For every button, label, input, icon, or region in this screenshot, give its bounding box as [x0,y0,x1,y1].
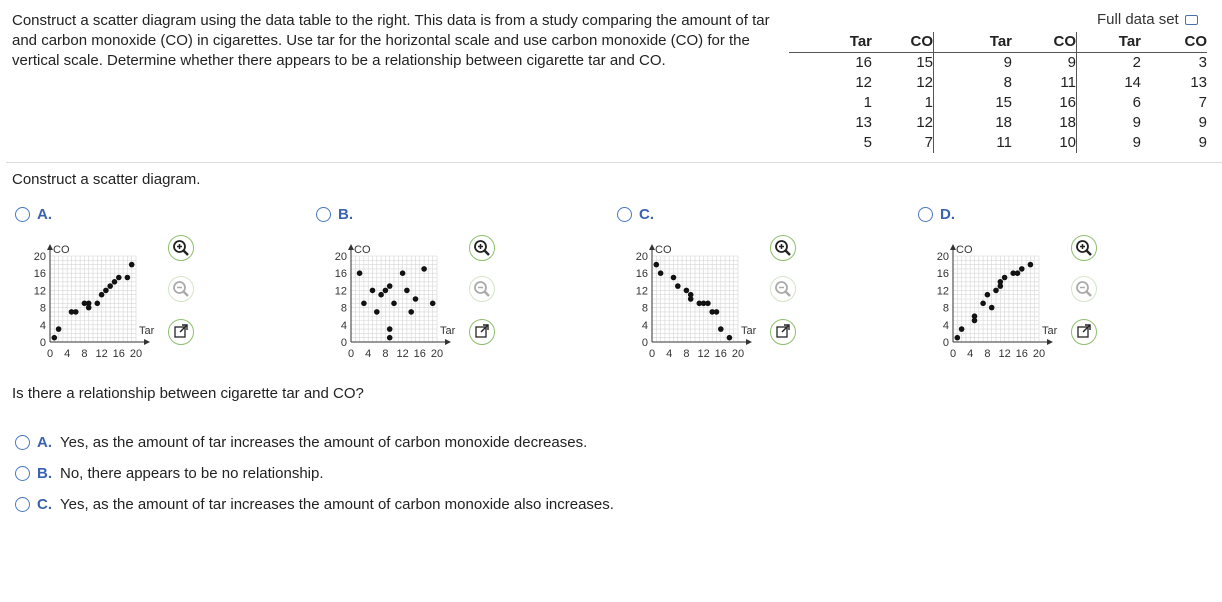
scatter-point [361,301,367,307]
y-tick-label: 0 [39,337,46,349]
x-axis-arrow [144,339,150,345]
scatter-point [421,266,427,272]
answer-text: Yes, as the amount of tar increases the amount of carbon monoxide also increases. [60,496,614,513]
popout-icon [1185,15,1198,25]
plot-option-2[interactable] [617,206,654,223]
scatter-point [430,301,436,307]
scatter-point [1002,275,1008,281]
scatter-point [714,309,720,315]
x-axis-label: Tar [139,325,155,337]
x-tick-label: 12 [396,348,409,360]
x-tick-label: 16 [714,348,727,360]
y-tick-label: 0 [641,337,648,349]
x-axis-arrow [746,339,752,345]
x-tick-label: 20 [129,348,143,360]
scatter-point [107,283,113,289]
y-tick-label: 20 [635,251,648,263]
scatter-point [391,301,397,307]
scatter-point [52,335,58,341]
header-tar: Tar [789,32,872,53]
cell-co: 1 [872,93,934,113]
y-tick-label: 4 [641,319,648,332]
y-tick-label: 4 [942,319,949,332]
zoom-in-icon[interactable] [1071,235,1097,261]
option-letter: C. [37,496,52,513]
cell-tar: 1 [863,94,872,111]
scatter-point [955,335,961,341]
y-tick-label: 0 [942,337,949,349]
y-tick-label: 12 [334,285,347,298]
scatter-point [387,283,393,289]
scatter-point [658,270,664,276]
data-table [789,32,1207,153]
x-axis-label: Tar [741,325,757,337]
y-tick-label: 16 [635,268,648,281]
scatter-point [654,262,660,268]
scatter-point [998,279,1004,285]
scatter-point [129,262,135,268]
table-row [789,93,1207,113]
scatter-point [1019,266,1025,272]
scatter-point [103,288,109,294]
scatter-point [116,275,122,281]
header-tar: Tar [934,32,1013,53]
scatter-point [400,270,406,276]
scatter-point [95,301,101,307]
cell-tar: 11 [996,134,1012,151]
cell-co: 13 [1190,74,1207,91]
scatter-point [980,301,986,307]
y-tick-label: 8 [942,302,949,315]
scatter-point [972,313,978,319]
x-tick-label: 20 [1032,348,1046,360]
y-tick-label: 12 [936,285,949,298]
x-tick-label: 4 [967,348,974,360]
scatter-plot [12,232,172,362]
x-axis-label: Tar [1042,325,1058,337]
scatter-plot [915,232,1075,362]
radio-button[interactable] [15,435,30,450]
x-tick-label: 8 [683,348,690,360]
option-letter: A. [37,434,52,451]
y-tick-label: 20 [33,251,46,263]
cell-co: 15 [872,53,934,74]
scatter-point [383,288,389,294]
cell-tar: 18 [995,114,1012,131]
x-tick-label: 4 [666,348,673,360]
answer-text: Yes, as the amount of tar increases the amount of carbon monoxide decreases. [60,434,588,451]
y-tick-label: 16 [33,268,46,281]
zoom-out-icon[interactable] [1071,276,1097,302]
answer-option-0[interactable] [15,434,587,451]
table-row [789,53,1207,74]
popout-icon[interactable] [770,319,796,345]
y-tick-label: 16 [334,268,347,281]
cell-co: 7 [1198,94,1207,111]
x-tick-label: 0 [46,348,54,360]
scatter-point [959,326,965,332]
y-tick-label: 8 [641,302,648,315]
zoom-in-icon[interactable] [770,235,796,261]
cell-co: 12 [872,73,934,93]
radio-button[interactable] [918,207,933,222]
plot-option-1[interactable] [316,206,353,223]
scatter-point [985,292,991,298]
question-text: Construct a scatter diagram using the data table to the right. This data is from a study comparing the amount of tar and carbon monoxide (CO) in cigarettes. Use tar for the horizontal scale and use carbon monoxide (CO) for the vertical scale. Determine whether there appears to be a relationship between cigarette tar and CO. [12,12,770,69]
scatter-point [370,288,376,294]
scatter-point [112,279,118,285]
radio-button[interactable] [15,497,30,512]
y-tick-label: 4 [39,319,46,332]
x-axis-label: Tar [440,325,456,337]
x-tick-label: 0 [949,348,957,360]
table-row [789,133,1207,153]
option-letter: B. [338,206,353,223]
y-tick-label: 0 [340,337,347,349]
x-tick-label: 16 [1015,348,1028,360]
scatter-point [387,335,393,341]
zoom-in-icon[interactable] [469,235,495,261]
zoom-out-icon[interactable] [469,276,495,302]
radio-button[interactable] [15,466,30,481]
x-tick-label: 12 [697,348,710,360]
scatter-point [125,275,131,281]
popout-icon[interactable] [469,319,495,345]
y-tick-label: 16 [936,268,949,281]
y-axis-label: CO [956,244,973,256]
y-axis-label: CO [655,244,672,256]
cell-co: 18 [1012,113,1077,133]
scatter-point [671,275,677,281]
scatter-point [993,288,999,294]
y-tick-label: 12 [33,285,46,298]
cell-tar: 12 [855,74,872,91]
x-tick-label: 12 [95,348,108,360]
cell-tar: 13 [855,114,872,131]
cell-co: 3 [1198,54,1207,71]
x-tick-label: 16 [112,348,125,360]
header-tar: Tar [1077,32,1142,53]
y-axis-label: CO [354,244,371,256]
header-co: CO [1141,32,1207,53]
header-co: CO [1012,32,1077,53]
table-row [789,113,1207,133]
scatter-point [1028,262,1034,268]
scatter-point [56,326,62,332]
scatter-point [357,270,363,276]
x-tick-label: 0 [648,348,656,360]
scatter-point [413,296,419,302]
header-co: CO [872,32,934,53]
cell-co: 11 [1012,73,1077,93]
radio-button[interactable] [617,207,632,222]
x-tick-label: 20 [731,348,745,360]
answer-text: No, there appears to be no relationship. [60,465,324,482]
x-tick-label: 4 [365,348,372,360]
cell-co: 9 [1012,53,1077,74]
option-letter: A. [37,206,52,223]
cell-co: 7 [872,133,934,153]
x-tick-label: 8 [382,348,389,360]
relationship-question: Is there a relationship between cigarette tar and CO? [12,385,364,402]
option-letter: C. [639,206,654,223]
scatter-point [99,292,105,298]
scatter-point [718,326,724,332]
cell-co: 10 [1012,133,1077,153]
cell-co: 9 [1198,114,1207,131]
cell-tar: 6 [1132,94,1141,111]
scatter-point [404,288,410,294]
y-tick-label: 20 [936,251,949,263]
cell-tar: 5 [863,134,872,151]
y-tick-label: 4 [340,319,347,332]
y-tick-label: 20 [334,251,347,263]
zoom-in-icon[interactable] [168,235,194,261]
x-tick-label: 12 [998,348,1011,360]
cell-tar: 9 [1132,114,1141,131]
scatter-point [378,292,384,298]
table-row [789,73,1207,93]
plot-option-3[interactable] [918,206,955,223]
radio-button[interactable] [15,207,30,222]
popout-icon[interactable] [1071,319,1097,345]
table-header-row [789,32,1207,53]
scatter-plot [313,232,473,362]
zoom-out-icon[interactable] [770,276,796,302]
answer-option-1[interactable] [15,465,324,482]
answer-option-2[interactable] [15,496,614,513]
x-tick-label: 16 [413,348,426,360]
x-axis-arrow [1047,339,1053,345]
full-data-set-link[interactable] [1097,11,1198,28]
cell-co: 16 [1012,93,1077,113]
radio-button[interactable] [316,207,331,222]
scatter-point [688,296,694,302]
cell-tar: 14 [1124,74,1141,91]
scatter-point [727,335,733,341]
y-tick-label: 8 [39,302,46,315]
scatter-point [408,309,414,315]
cell-tar: 9 [1132,134,1141,151]
cell-tar: 8 [1003,74,1012,91]
option-letter: D. [940,206,955,223]
y-axis-label: CO [53,244,70,256]
x-tick-label: 0 [347,348,355,360]
scatter-point [374,309,380,315]
scatter-point [989,305,995,311]
scatter-point [387,326,393,332]
x-tick-label: 8 [984,348,991,360]
scatter-point [684,288,690,294]
cell-co: 12 [872,113,934,133]
scatter-point [86,301,92,307]
zoom-out-icon[interactable] [168,276,194,302]
option-letter: B. [37,465,52,482]
scatter-point [705,301,711,307]
x-tick-label: 20 [430,348,444,360]
popout-icon[interactable] [168,319,194,345]
cell-tar: 16 [855,54,872,71]
y-tick-label: 12 [635,285,648,298]
divider [6,162,1222,163]
cell-tar: 15 [995,94,1012,111]
x-tick-label: 4 [64,348,71,360]
scatter-plot [614,232,774,362]
scatter-point [1015,270,1021,276]
scatter-point [73,309,79,315]
cell-tar: 2 [1132,54,1141,71]
full-data-set-label: Full data set [1097,11,1179,28]
cell-co: 9 [1198,134,1207,151]
x-axis-arrow [445,339,451,345]
plot-option-0[interactable] [15,206,52,223]
construct-label: Construct a scatter diagram. [12,171,201,188]
scatter-point [675,283,681,289]
cell-tar: 9 [1003,54,1012,71]
x-tick-label: 8 [81,348,88,360]
y-tick-label: 8 [340,302,347,315]
